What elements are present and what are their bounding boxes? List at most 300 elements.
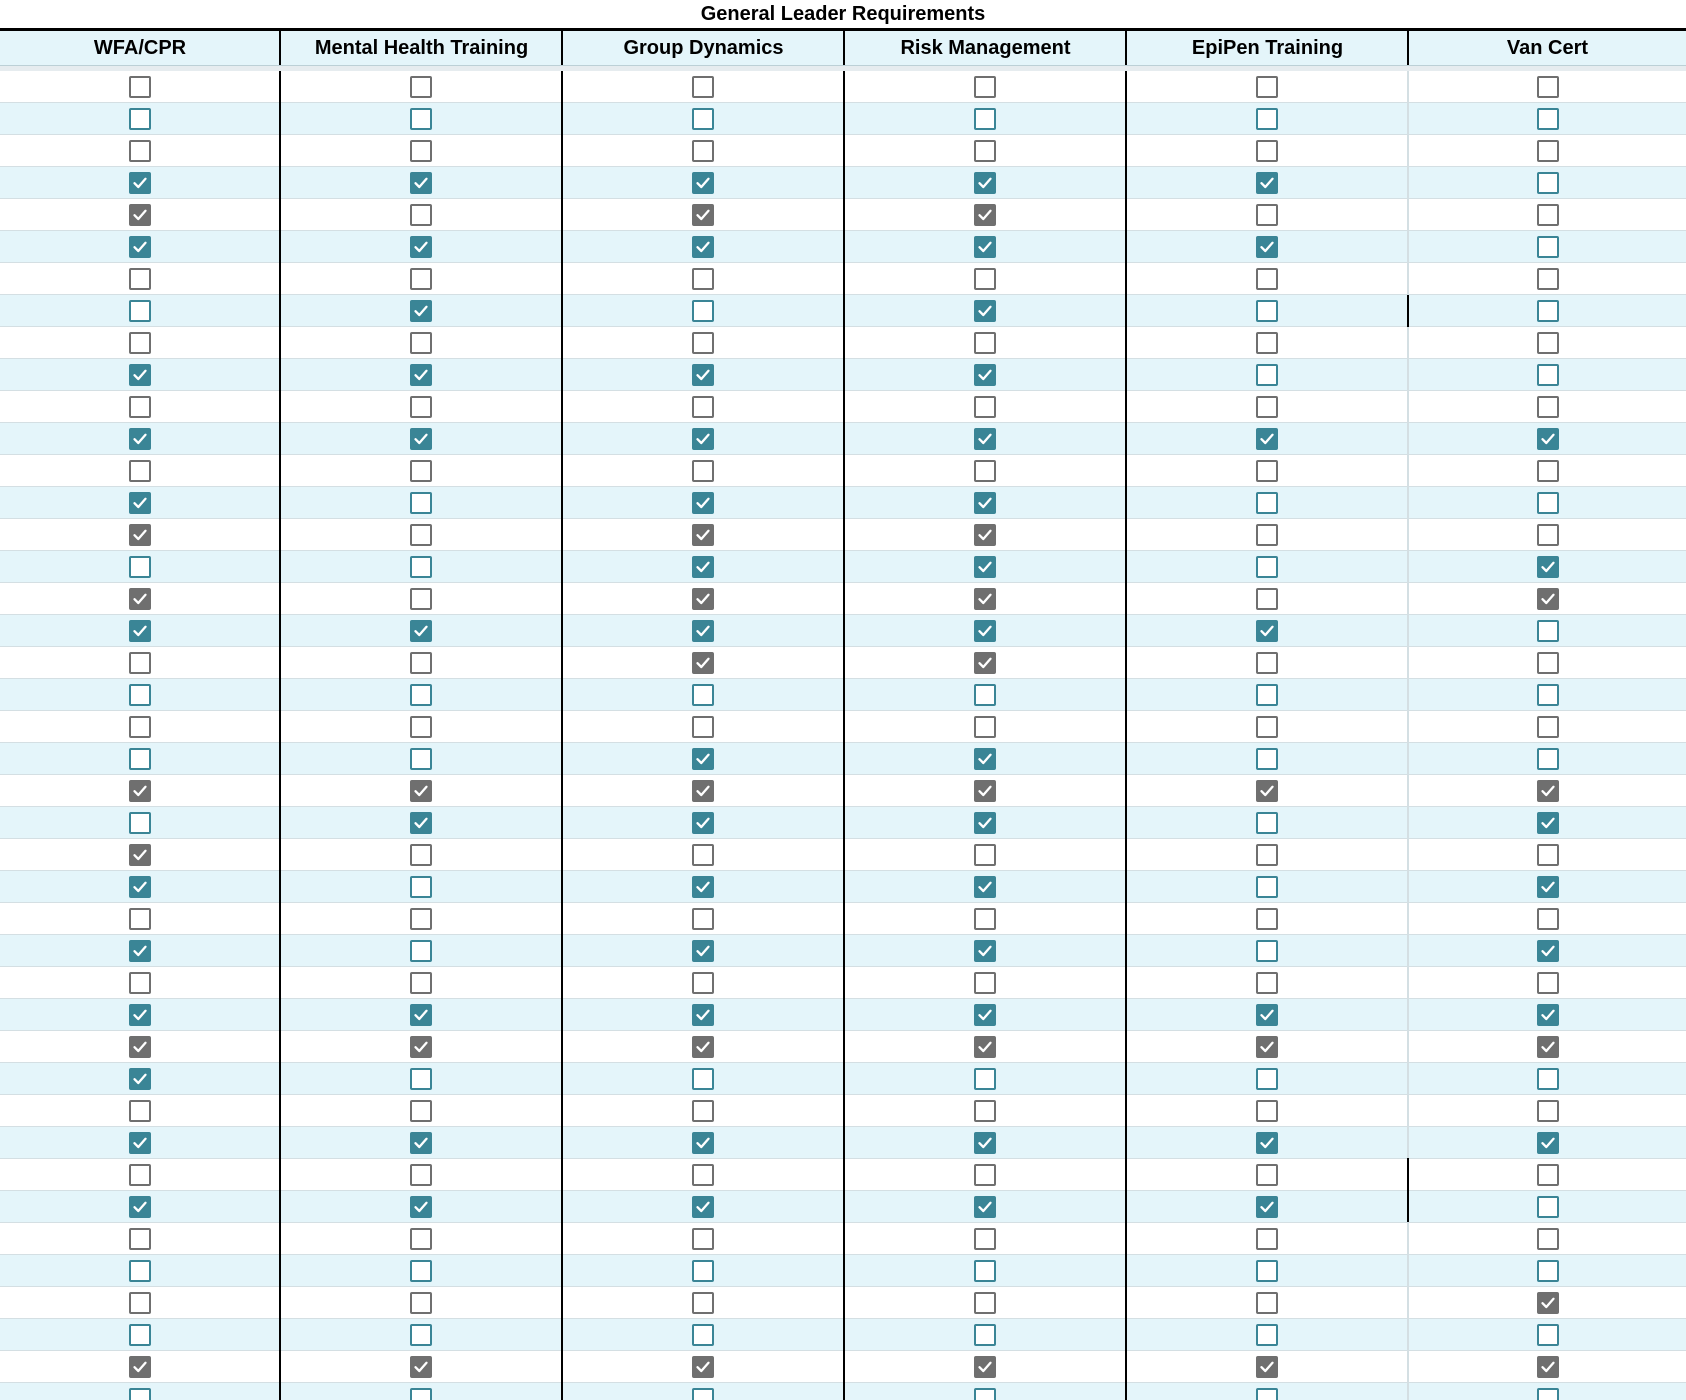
checkbox[interactable] [1537, 812, 1559, 834]
checkbox[interactable] [974, 140, 996, 162]
table-cell [281, 1255, 561, 1286]
checkbox[interactable] [129, 1260, 151, 1282]
checkbox[interactable] [1537, 204, 1559, 226]
checkbox[interactable] [692, 332, 714, 354]
checkbox[interactable] [1256, 236, 1278, 258]
checkbox[interactable] [1256, 492, 1278, 514]
table-cell [281, 1127, 561, 1158]
checkbox[interactable] [129, 556, 151, 578]
checkbox[interactable] [974, 1260, 996, 1282]
checkbox[interactable] [1537, 108, 1559, 130]
checkbox[interactable] [129, 428, 151, 450]
checkbox[interactable] [1537, 396, 1559, 418]
checkbox[interactable] [410, 492, 432, 514]
checkbox[interactable] [1256, 908, 1278, 930]
checkbox[interactable] [1256, 780, 1278, 802]
checkbox[interactable] [129, 300, 151, 322]
table-cell [281, 391, 561, 422]
checkbox[interactable] [974, 972, 996, 994]
checkbox[interactable] [692, 300, 714, 322]
table-cell [1127, 1223, 1407, 1254]
checkbox[interactable] [1537, 716, 1559, 738]
checkbox[interactable] [1537, 1036, 1559, 1058]
checkbox[interactable] [1537, 524, 1559, 546]
checkbox[interactable] [692, 1004, 714, 1026]
table-cell [281, 263, 561, 294]
checkbox[interactable] [692, 684, 714, 706]
checkbox[interactable] [974, 1164, 996, 1186]
checkbox[interactable] [1537, 1388, 1559, 1400]
checkbox[interactable] [974, 1132, 996, 1154]
checkbox[interactable] [129, 108, 151, 130]
checkbox[interactable] [692, 236, 714, 258]
checkbox[interactable] [129, 364, 151, 386]
checkbox[interactable] [974, 1356, 996, 1378]
checkbox[interactable] [410, 876, 432, 898]
table-cell [1127, 1063, 1407, 1094]
checkbox[interactable] [1256, 1388, 1278, 1400]
checkbox[interactable] [1256, 972, 1278, 994]
checkbox[interactable] [1256, 396, 1278, 418]
checkbox[interactable] [974, 876, 996, 898]
table-cell [0, 1287, 279, 1318]
checkbox[interactable] [974, 396, 996, 418]
checkbox[interactable] [692, 172, 714, 194]
checkbox[interactable] [129, 1196, 151, 1218]
checkbox[interactable] [410, 268, 432, 290]
checkbox[interactable] [692, 140, 714, 162]
checkbox[interactable] [1256, 940, 1278, 962]
checkbox[interactable] [1256, 1036, 1278, 1058]
table-cell [1409, 1159, 1686, 1190]
checkbox[interactable] [410, 332, 432, 354]
checkbox[interactable] [974, 1388, 996, 1400]
checkbox[interactable] [1256, 428, 1278, 450]
checkbox[interactable] [1256, 1004, 1278, 1026]
checkbox[interactable] [692, 588, 714, 610]
checkbox[interactable] [1537, 652, 1559, 674]
checkbox[interactable] [692, 1324, 714, 1346]
checkbox[interactable] [974, 364, 996, 386]
checkbox[interactable] [1537, 588, 1559, 610]
checkbox[interactable] [410, 844, 432, 866]
table-cell [281, 1383, 561, 1400]
checkbox[interactable] [410, 236, 432, 258]
table-cell [1127, 135, 1407, 166]
checkbox[interactable] [1537, 1100, 1559, 1122]
checkbox[interactable] [410, 108, 432, 130]
checkbox[interactable] [129, 940, 151, 962]
checkbox[interactable] [1537, 172, 1559, 194]
checkbox[interactable] [692, 396, 714, 418]
checkbox[interactable] [129, 1068, 151, 1090]
table-cell [0, 807, 279, 838]
checkbox[interactable] [410, 1292, 432, 1314]
header-mental-health-training[interactable]: Mental Health Training [314, 36, 529, 59]
checkbox[interactable] [974, 76, 996, 98]
checkbox[interactable] [129, 876, 151, 898]
table-cell [1127, 519, 1407, 550]
checkbox[interactable] [974, 300, 996, 322]
checkbox[interactable] [1537, 1164, 1559, 1186]
checkbox[interactable] [1537, 1004, 1559, 1026]
checkbox[interactable] [129, 716, 151, 738]
checkbox[interactable] [692, 1132, 714, 1154]
checkbox[interactable] [974, 172, 996, 194]
checkbox[interactable] [129, 1132, 151, 1154]
checkbox[interactable] [974, 1324, 996, 1346]
checkbox[interactable] [1256, 588, 1278, 610]
checkbox[interactable] [129, 684, 151, 706]
checkbox[interactable] [129, 588, 151, 610]
checkbox[interactable] [129, 332, 151, 354]
checkbox[interactable] [1537, 908, 1559, 930]
checkbox[interactable] [1256, 748, 1278, 770]
checkbox[interactable] [129, 396, 151, 418]
checkbox[interactable] [1537, 492, 1559, 514]
checkbox[interactable] [692, 108, 714, 130]
table-cell [1127, 199, 1407, 230]
column-border [1407, 295, 1409, 327]
checkbox[interactable] [974, 428, 996, 450]
checkbox[interactable] [1537, 844, 1559, 866]
checkbox[interactable] [129, 1164, 151, 1186]
checkbox[interactable] [974, 1100, 996, 1122]
checkbox[interactable] [410, 812, 432, 834]
checkbox[interactable] [692, 428, 714, 450]
checkbox[interactable] [410, 172, 432, 194]
checkbox[interactable] [1256, 460, 1278, 482]
checkbox[interactable] [1256, 652, 1278, 674]
checkbox[interactable] [410, 748, 432, 770]
table-cell [1127, 423, 1407, 454]
table-cell [845, 199, 1125, 230]
checkbox[interactable] [1256, 556, 1278, 578]
checkbox[interactable] [974, 588, 996, 610]
checkbox[interactable] [129, 652, 151, 674]
checkbox[interactable] [974, 652, 996, 674]
checkbox[interactable] [129, 172, 151, 194]
checkbox[interactable] [1256, 1356, 1278, 1378]
checkbox[interactable] [1256, 812, 1278, 834]
checkbox[interactable] [1537, 1196, 1559, 1218]
table-cell [1409, 935, 1686, 966]
checkbox[interactable] [129, 972, 151, 994]
checkbox[interactable] [692, 1260, 714, 1282]
table-cell [1127, 455, 1407, 486]
checkbox[interactable] [129, 1004, 151, 1026]
checkbox[interactable] [692, 1196, 714, 1218]
checkbox[interactable] [974, 460, 996, 482]
table-cell [0, 1223, 279, 1254]
table-cell [1127, 903, 1407, 934]
checkbox[interactable] [410, 684, 432, 706]
table-cell [1127, 1383, 1407, 1400]
checkbox[interactable] [129, 204, 151, 226]
checkbox[interactable] [692, 844, 714, 866]
checkbox[interactable] [1256, 332, 1278, 354]
checkbox[interactable] [974, 524, 996, 546]
checkbox[interactable] [1256, 204, 1278, 226]
checkbox[interactable] [1256, 844, 1278, 866]
checkbox[interactable] [129, 1388, 151, 1400]
checkbox[interactable] [1537, 972, 1559, 994]
checkbox[interactable] [692, 780, 714, 802]
checkbox[interactable] [692, 620, 714, 642]
checkbox[interactable] [1537, 460, 1559, 482]
checkbox[interactable] [974, 1068, 996, 1090]
checkbox[interactable] [1256, 1196, 1278, 1218]
checkbox[interactable] [129, 1324, 151, 1346]
table-cell [1409, 1351, 1686, 1382]
table-cell [1127, 103, 1407, 134]
checkbox[interactable] [692, 1068, 714, 1090]
header-separator [561, 31, 563, 65]
checkbox[interactable] [692, 972, 714, 994]
checkbox[interactable] [1256, 1068, 1278, 1090]
checkbox[interactable] [410, 556, 432, 578]
checkbox[interactable] [129, 1228, 151, 1250]
table-cell [1409, 999, 1686, 1030]
checkbox[interactable] [692, 1228, 714, 1250]
checkbox[interactable] [692, 524, 714, 546]
checkbox[interactable] [1256, 140, 1278, 162]
checkbox[interactable] [1537, 300, 1559, 322]
checkbox[interactable] [1537, 1260, 1559, 1282]
checkbox[interactable] [692, 652, 714, 674]
checkbox[interactable] [129, 1036, 151, 1058]
checkbox[interactable] [692, 1388, 714, 1400]
checkbox[interactable] [974, 684, 996, 706]
checkbox[interactable] [974, 716, 996, 738]
checkbox[interactable] [1256, 108, 1278, 130]
checkbox[interactable] [410, 940, 432, 962]
checkbox[interactable] [692, 876, 714, 898]
checkbox[interactable] [410, 1100, 432, 1122]
checkbox[interactable] [1537, 236, 1559, 258]
checkbox[interactable] [974, 748, 996, 770]
checkbox[interactable] [692, 492, 714, 514]
checkbox[interactable] [692, 1164, 714, 1186]
checkbox[interactable] [1256, 620, 1278, 642]
checkbox[interactable] [129, 812, 151, 834]
checkbox[interactable] [410, 588, 432, 610]
checkbox[interactable] [129, 140, 151, 162]
checkbox[interactable] [129, 1292, 151, 1314]
checkbox[interactable] [410, 1324, 432, 1346]
checkbox[interactable] [1256, 524, 1278, 546]
checkbox[interactable] [692, 940, 714, 962]
checkbox[interactable] [1256, 172, 1278, 194]
checkbox[interactable] [1537, 140, 1559, 162]
checkbox[interactable] [1537, 780, 1559, 802]
checkbox[interactable] [1256, 1260, 1278, 1282]
checkbox[interactable] [692, 748, 714, 770]
checkbox[interactable] [410, 428, 432, 450]
checkbox[interactable] [410, 908, 432, 930]
checkbox[interactable] [410, 1196, 432, 1218]
checkbox[interactable] [974, 236, 996, 258]
table-cell [1409, 583, 1686, 614]
checkbox[interactable] [692, 1292, 714, 1314]
checkbox[interactable] [129, 1100, 151, 1122]
checkbox[interactable] [1537, 940, 1559, 962]
header-epipen-training[interactable]: EpiPen Training [1191, 36, 1344, 59]
checkbox[interactable] [410, 76, 432, 98]
checkbox[interactable] [974, 556, 996, 578]
checkbox[interactable] [129, 460, 151, 482]
checkbox[interactable] [410, 1388, 432, 1400]
checkbox[interactable] [1256, 684, 1278, 706]
table-cell [845, 167, 1125, 198]
table-cell [1127, 1159, 1407, 1190]
table-cell [1409, 551, 1686, 582]
checkbox[interactable] [974, 1292, 996, 1314]
checkbox[interactable] [974, 1004, 996, 1026]
table-cell [0, 1063, 279, 1094]
checkbox[interactable] [692, 268, 714, 290]
header-group-dynamics[interactable]: Group Dynamics [623, 36, 784, 59]
checkbox[interactable] [1256, 1324, 1278, 1346]
checkbox[interactable] [410, 1068, 432, 1090]
header-wfa-cpr[interactable]: WFA/CPR [93, 36, 187, 59]
checkbox[interactable] [129, 76, 151, 98]
checkbox[interactable] [974, 940, 996, 962]
checkbox[interactable] [410, 396, 432, 418]
checkbox[interactable] [1537, 76, 1559, 98]
table-cell [281, 583, 561, 614]
checkbox[interactable] [410, 524, 432, 546]
checkbox[interactable] [974, 492, 996, 514]
checkbox[interactable] [692, 556, 714, 578]
checkbox[interactable] [1256, 1164, 1278, 1186]
checkbox[interactable] [410, 1132, 432, 1154]
table-cell [563, 359, 843, 390]
table-cell [845, 679, 1125, 710]
checkbox[interactable] [692, 812, 714, 834]
checkbox[interactable] [692, 716, 714, 738]
checkbox[interactable] [1537, 364, 1559, 386]
header-risk-management[interactable]: Risk Management [900, 36, 1071, 59]
checkbox[interactable] [410, 652, 432, 674]
checkbox[interactable] [410, 300, 432, 322]
checkbox[interactable] [974, 1036, 996, 1058]
header-van-cert[interactable]: Van Cert [1506, 36, 1589, 59]
checkbox[interactable] [1537, 1228, 1559, 1250]
checkbox[interactable] [692, 1036, 714, 1058]
checkbox[interactable] [974, 1196, 996, 1218]
checkbox[interactable] [974, 204, 996, 226]
checkbox[interactable] [1256, 364, 1278, 386]
checkbox[interactable] [410, 460, 432, 482]
checkbox[interactable] [1256, 268, 1278, 290]
checkbox[interactable] [410, 364, 432, 386]
checkbox[interactable] [1256, 716, 1278, 738]
checkbox[interactable] [129, 492, 151, 514]
table-cell [1409, 391, 1686, 422]
table-cell [563, 903, 843, 934]
checkbox[interactable] [1537, 428, 1559, 450]
checkbox[interactable] [410, 972, 432, 994]
checkbox[interactable] [974, 812, 996, 834]
checkbox[interactable] [1537, 332, 1559, 354]
checkbox[interactable] [129, 780, 151, 802]
checkbox[interactable] [1256, 1292, 1278, 1314]
checkbox[interactable] [410, 204, 432, 226]
table-cell [1127, 327, 1407, 358]
checkbox[interactable] [129, 748, 151, 770]
checkbox[interactable] [1537, 1356, 1559, 1378]
checkbox[interactable] [1256, 1228, 1278, 1250]
checkbox[interactable] [1537, 556, 1559, 578]
checkbox[interactable] [410, 780, 432, 802]
checkbox[interactable] [692, 76, 714, 98]
checkbox[interactable] [692, 460, 714, 482]
table-cell [0, 1351, 279, 1382]
checkbox[interactable] [1537, 1292, 1559, 1314]
checkbox[interactable] [1256, 1132, 1278, 1154]
checkbox[interactable] [692, 1356, 714, 1378]
checkbox[interactable] [1256, 1100, 1278, 1122]
checkbox[interactable] [1256, 300, 1278, 322]
checkbox[interactable] [974, 332, 996, 354]
table-cell [281, 935, 561, 966]
checkbox[interactable] [129, 236, 151, 258]
checkbox[interactable] [974, 908, 996, 930]
table-cell [281, 679, 561, 710]
checkbox[interactable] [410, 1036, 432, 1058]
checkbox[interactable] [1537, 748, 1559, 770]
checkbox[interactable] [1537, 1068, 1559, 1090]
table-cell [1127, 647, 1407, 678]
checkbox[interactable] [692, 364, 714, 386]
checkbox[interactable] [129, 268, 151, 290]
checkbox[interactable] [974, 108, 996, 130]
checkbox[interactable] [1537, 620, 1559, 642]
checkbox[interactable] [692, 1100, 714, 1122]
checkbox[interactable] [410, 1164, 432, 1186]
checkbox[interactable] [410, 1004, 432, 1026]
checkbox[interactable] [410, 620, 432, 642]
table-cell [563, 231, 843, 262]
checkbox[interactable] [410, 1356, 432, 1378]
checkbox[interactable] [692, 204, 714, 226]
checkbox[interactable] [129, 620, 151, 642]
checkbox[interactable] [410, 140, 432, 162]
checkbox[interactable] [1256, 76, 1278, 98]
checkbox[interactable] [410, 1260, 432, 1282]
checkbox[interactable] [1537, 1324, 1559, 1346]
checkbox[interactable] [692, 908, 714, 930]
checkbox[interactable] [129, 908, 151, 930]
checkbox[interactable] [129, 844, 151, 866]
checkbox[interactable] [974, 620, 996, 642]
checkbox[interactable] [974, 1228, 996, 1250]
checkbox[interactable] [1256, 876, 1278, 898]
checkbox[interactable] [410, 716, 432, 738]
checkbox[interactable] [129, 524, 151, 546]
checkbox[interactable] [974, 780, 996, 802]
checkbox[interactable] [974, 844, 996, 866]
checkbox[interactable] [1537, 876, 1559, 898]
checkbox[interactable] [1537, 1132, 1559, 1154]
checkbox[interactable] [1537, 268, 1559, 290]
checkbox[interactable] [129, 1356, 151, 1378]
table-cell [1127, 551, 1407, 582]
checkbox[interactable] [974, 268, 996, 290]
checkbox[interactable] [410, 1228, 432, 1250]
checkbox[interactable] [1537, 684, 1559, 706]
